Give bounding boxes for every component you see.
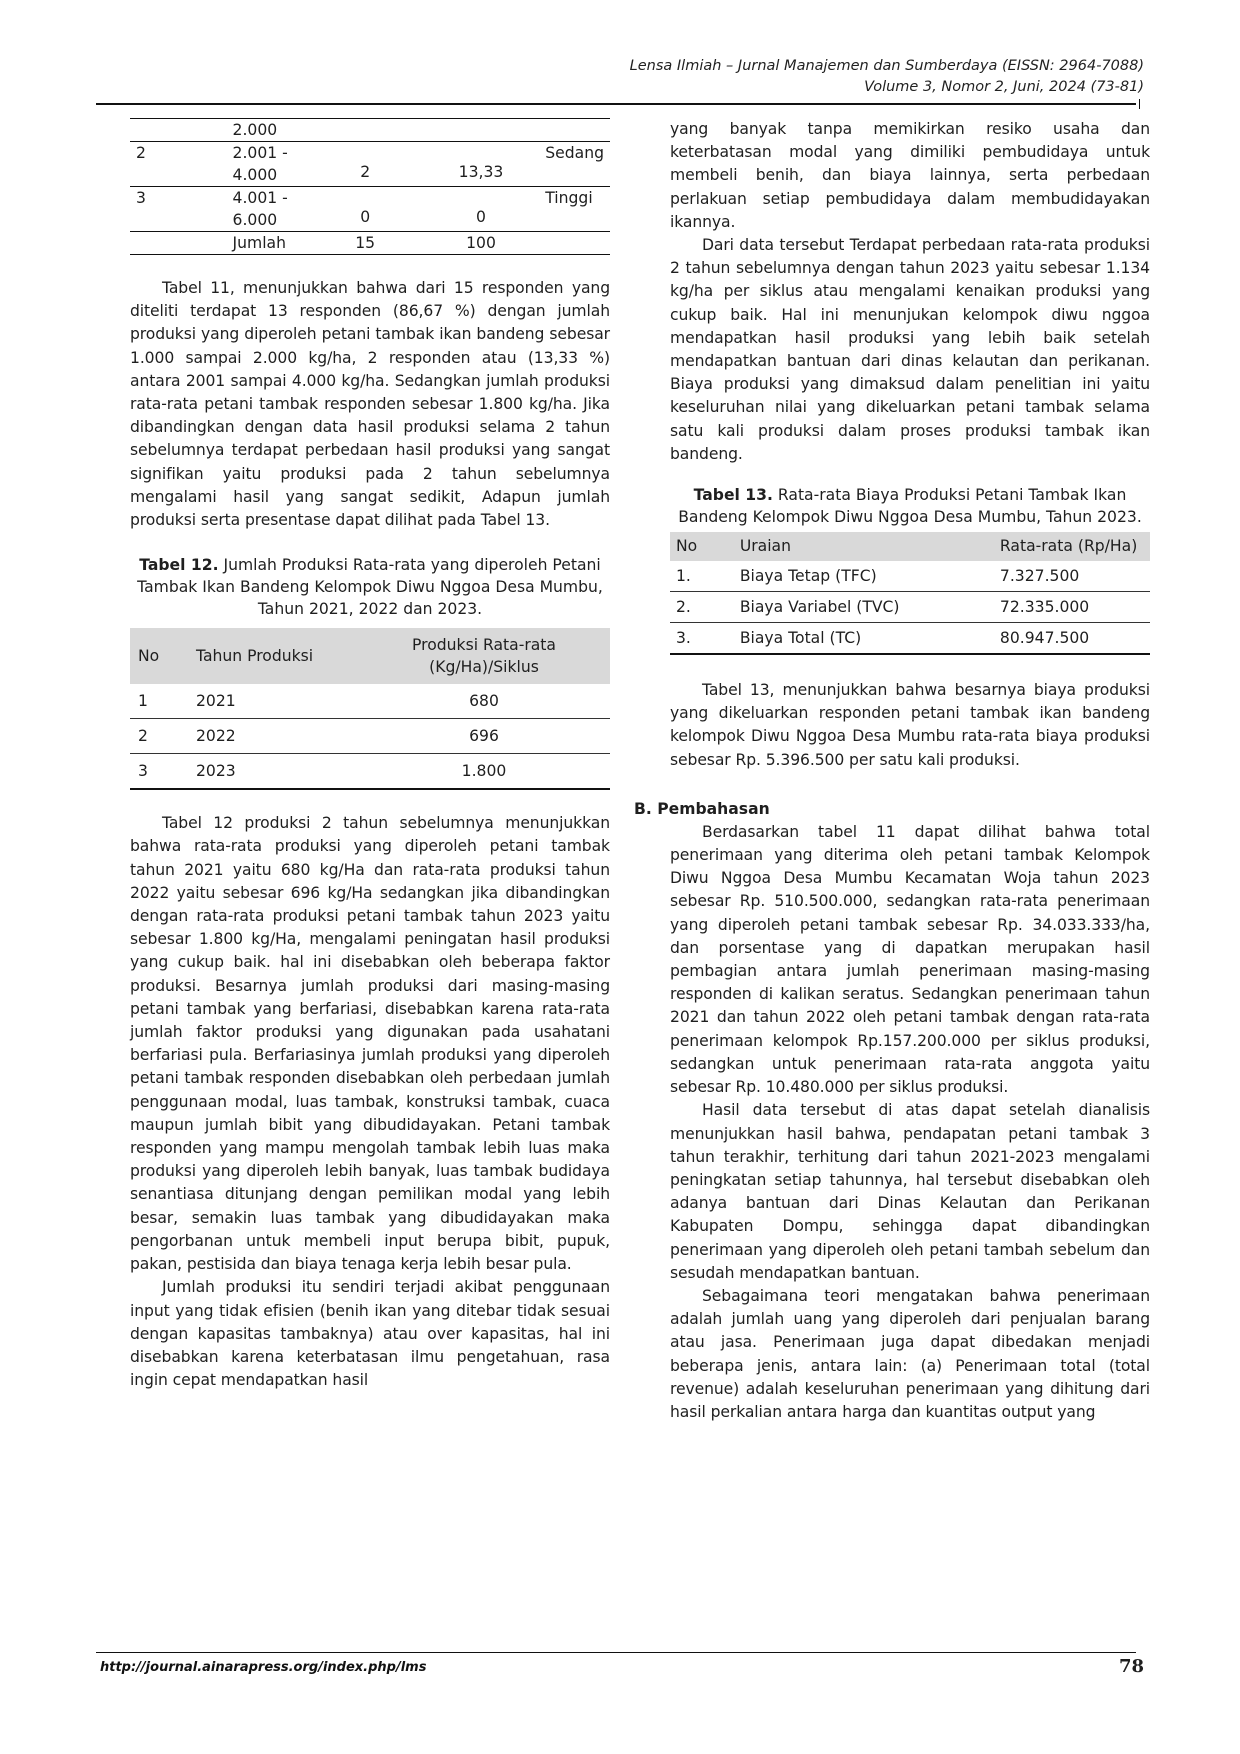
table-cell: 2 — [308, 142, 423, 187]
table-cell — [539, 119, 610, 142]
table-cell: 2 — [130, 719, 188, 754]
table-cell: Sedang — [539, 142, 610, 187]
table-cell: 1.800 — [358, 754, 610, 790]
section-heading: B. Pembahasan — [634, 799, 770, 818]
table-header: No — [670, 532, 734, 561]
caption-text: Jumlah Produksi Rata-rata yang diperoleh Petani Tambak Ikan Bandeng Kelompok Diwu Nggoa Desa Mumbu, Tahun 2021, 2022 dan 2023. — [137, 556, 603, 619]
caption-text: Rata-rata Biaya Produksi Petani Tambak Ikan Bandeng Kelompok Diwu Nggoa Desa Mumbu, Tahun 2023. — [678, 486, 1142, 527]
page-number: 78 — [1118, 1656, 1144, 1677]
table-cell: 7.327.500 — [994, 561, 1150, 592]
table-row — [670, 561, 1150, 592]
journal-header — [630, 56, 1144, 98]
paragraph: Hasil data tersebut di atas dapat setelah dianalisis menunjukkan hasil bahwa, pendapatan petani tambak 3 tahun terakhir, terhitung dari tahun 2021-2023 mengalami peningkatan setiap tahunnya, hal tersebut disebabkan oleh adanya bantuan dari Dinas Kelautan dan Perikanan Kabupaten Dompu, sehingga dapat dibandingkan penerimaan yang diperoleh oleh petani tambah sebelum dan sesudah mendapatkan bantuan. — [670, 1101, 1150, 1282]
table-cell: 1 — [130, 684, 188, 719]
journal-volume: Volume 3, Nomor 2, Juni, 2024 (73-81) — [864, 79, 1144, 95]
table-11-continuation — [130, 118, 610, 255]
paragraph: Dari data tersebut Terdapat perbedaan rata-rata produksi 2 tahun sebelumnya dengan tahun 2023 yaitu sebesar 1.134 kg/ha per siklus atau mengalami kenaikan produksi yang cukup baik. Hal ini menunjukan kelompok diwu nggoa mendapatkan hasil produksi yang lebih baik setelah mendapatkan bantuan dari dinas kelautan dan perikanan. Biaya produksi yang dimaksud dalam penelitian ini yaitu keseluruhan nilai yang dikeluarkan petani tambak selama satu kali produksi dalam proses produksi tambak ikan bandeng. — [670, 236, 1150, 463]
table-cell: 3 — [130, 187, 177, 232]
footer-url: http://journal.ainarapress.org/index.php/lms — [100, 1660, 427, 1675]
table-cell: 2023 — [188, 754, 358, 790]
table-header: Tahun Produksi — [188, 628, 358, 684]
table-cell: 2. — [670, 592, 734, 623]
left-column — [130, 118, 610, 1392]
table-cell: 80.947.500 — [994, 623, 1150, 655]
table-row — [670, 623, 1150, 655]
table-cell: 680 — [358, 684, 610, 719]
table-header-row — [670, 532, 1150, 561]
table-cell: Biaya Tetap (TFC) — [734, 561, 994, 592]
table-cell: 2.000 — [177, 119, 308, 142]
table-cell: 2021 — [188, 684, 358, 719]
table-cell — [130, 119, 177, 142]
table-cell — [423, 119, 540, 142]
paragraph: Jumlah produksi itu sendiri terjadi akibat penggunaan input yang tidak efisien (benih ikan yang ditebar tidak sesuai dengan kapasitas tambaknya) atau over kapasitas, hal ini disebabkan karena keterbatasan ilmu pengetahuan, rasa ingin cepat mendapatkan hasil — [130, 1278, 610, 1390]
table-cell — [130, 232, 177, 255]
table-cell: 2 — [130, 142, 177, 187]
paragraph: Berdasarkan tabel 11 dapat dilihat bahwa total penerimaan yang diterima oleh petani tambak Kelompok Diwu Nggoa Desa Mumbu Kecamatan Woja tahun 2023 sebesar Rp. 510.500.000, sedangkan rata-rata penerimaan yang diperoleh petani tambak sebesar Rp. 34.033.333/ha, dan porsentase yang di dapatkan merupakan hasil pembagian antara jumlah penerimaan masing-masing responden di kalikan seratus. Sedangkan penerimaan tahun 2021 dan tahun 2022 oleh petani tambak dengan rata-rata penerimaan kelompok Rp.157.200.000 per siklus produksi, sedangkan untuk penerimaan rata-rata anggota yaitu sebesar Rp. 10.480.000 per siklus produksi. — [670, 822, 1150, 1097]
journal-title: Lensa Ilmiah – Jurnal Manajemen dan Sumberdaya (EISSN: 2964-7088) — [629, 58, 1144, 74]
table-cell: 13,33 — [423, 142, 540, 187]
table-row — [130, 232, 610, 255]
table-header: Produksi Rata-rata (Kg/Ha)/Siklus — [358, 628, 610, 684]
paragraph: yang banyak tanpa memikirkan resiko usaha dan keterbatasan modal yang dimiliki pembudidaya untuk membeli benih, dan biaya lainnya, serta perbedaan perlakuan setiap pembudidaya dalam membudidayakan ikannya. — [670, 120, 1150, 231]
table-12 — [130, 628, 610, 790]
table-cell: 72.335.000 — [994, 592, 1150, 623]
paragraph: Tabel 11, menunjukkan bahwa dari 15 responden yang diteliti terdapat 13 responden (86,67 %) dengan jumlah produksi yang diperoleh petani tambak ikan bandeng sebesar 1.000 sampai 2.000 kg/ha, 2 responden atau (13,33 %) antara 2001 sampai 4.000 kg/ha. Sedangkan jumlah produksi rata-rata petani tambak responden sebesar 1.800 kg/ha. Jika dibandingkan dengan data hasil produksi selama 2 tahun sebelumnya terdapat perbedaan hasil produksi yang sangat signifikan yaitu produksi pada 2 tahun sebelumnya mengalami hasil yang sangat sedikit, Adapun jumlah produksi serta presentase dapat dilihat pada Tabel 13. — [130, 279, 610, 530]
table-header-row — [130, 628, 610, 684]
header-rule — [96, 103, 1136, 105]
table-cell: 2022 — [188, 719, 358, 754]
table-13 — [670, 532, 1150, 655]
table-cell — [539, 232, 610, 255]
table-row — [130, 187, 610, 232]
table-cell: Biaya Variabel (TVC) — [734, 592, 994, 623]
table-header: No — [130, 628, 188, 684]
table-row — [670, 592, 1150, 623]
table-cell — [308, 119, 423, 142]
table-cell: Tinggi — [539, 187, 610, 232]
table-row — [130, 719, 610, 754]
paragraph: Sebagaimana teori mengatakan bahwa penerimaan adalah jumlah uang yang diperoleh dari penjualan barang atau jasa. Penerimaan juga dapat dibedakan menjadi beberapa jenis, antara lain: (a) Penerimaan total (total revenue) adalah keseluruhan penerimaan yang dihitung dari hasil perkalian antara harga dan kuantitas output yang — [670, 1286, 1150, 1421]
table-cell: Biaya Total (TC) — [734, 623, 994, 655]
table-cell: 696 — [358, 719, 610, 754]
table-cell: 1. — [670, 561, 734, 592]
table-cell: 0 — [308, 187, 423, 232]
table-cell: Jumlah — [177, 232, 308, 255]
table-row — [130, 754, 610, 790]
table-13-caption — [670, 484, 1150, 528]
table-row — [130, 119, 610, 142]
table-cell: 4.001 - 6.000 — [177, 187, 308, 232]
caption-label: Tabel 13. — [693, 486, 773, 505]
table-header: Uraian — [734, 532, 994, 561]
footer-rule — [96, 1652, 1136, 1653]
table-12-caption — [130, 554, 610, 620]
table-row — [130, 142, 610, 187]
caption-label: Tabel 12. — [139, 556, 219, 575]
table-cell: 15 — [308, 232, 423, 255]
table-cell: 0 — [423, 187, 540, 232]
right-column — [634, 118, 1150, 1424]
table-cell: 2.001 - 4.000 — [177, 142, 308, 187]
paragraph: Tabel 13, menunjukkan bahwa besarnya biaya produksi yang dikeluarkan responden petani tambak ikan bandeng kelompok Diwu Nggoa Desa Mumbu rata-rata biaya produksi sebesar Rp. 5.396.500 per satu kali produksi. — [670, 681, 1150, 769]
table-cell: 3 — [130, 754, 188, 790]
paragraph: Tabel 12 produksi 2 tahun sebelumnya menunjukkan bahwa rata-rata produksi yang diperoleh petani tambak tahun 2021 yaitu 680 kg/Ha dan rata-rata produksi tahun 2022 yaitu sebesar 696 kg/Ha sedangkan jika dibandingkan dengan rata-rata produksi petani tambak tahun 2023 yaitu sebesar 1.800 kg/Ha, mengalami peningatan hasil produksi yang cukup baik. hal ini disebabkan oleh beberapa faktor produksi. Besarnya jumlah produksi dari masing-masing petani tambak yang berfariasi, disebabkan karena rata-rata jumlah faktor produksi yang digunakan pada usahatani berfariasi pula. Berfariasinya jumlah produksi yang diperoleh petani tambak responden disebabkan oleh perbedaan jumlah penggunaan modal, luas tambak, konstruksi tambak, cuaca maupun jumlah bibit yang dibudidayakan. Petani tambak responden yang mampu mengolah tambak lebih luas maka produksi yang diperoleh lebih banyak, luas tambak budidaya senantiasa ditunjang dengan pemilikan modal yang lebih besar, semakin luas tambak yang dibudidayakan maka pengorbanan untuk membeli input berupa bibit, pupuk, pakan, pestisida dan biaya tenaga kerja lebih besar pula. — [130, 814, 610, 1274]
table-cell: 100 — [423, 232, 540, 255]
table-cell: 3. — [670, 623, 734, 655]
table-row — [130, 684, 610, 719]
table-header: Rata-rata (Rp/Ha) — [994, 532, 1150, 561]
